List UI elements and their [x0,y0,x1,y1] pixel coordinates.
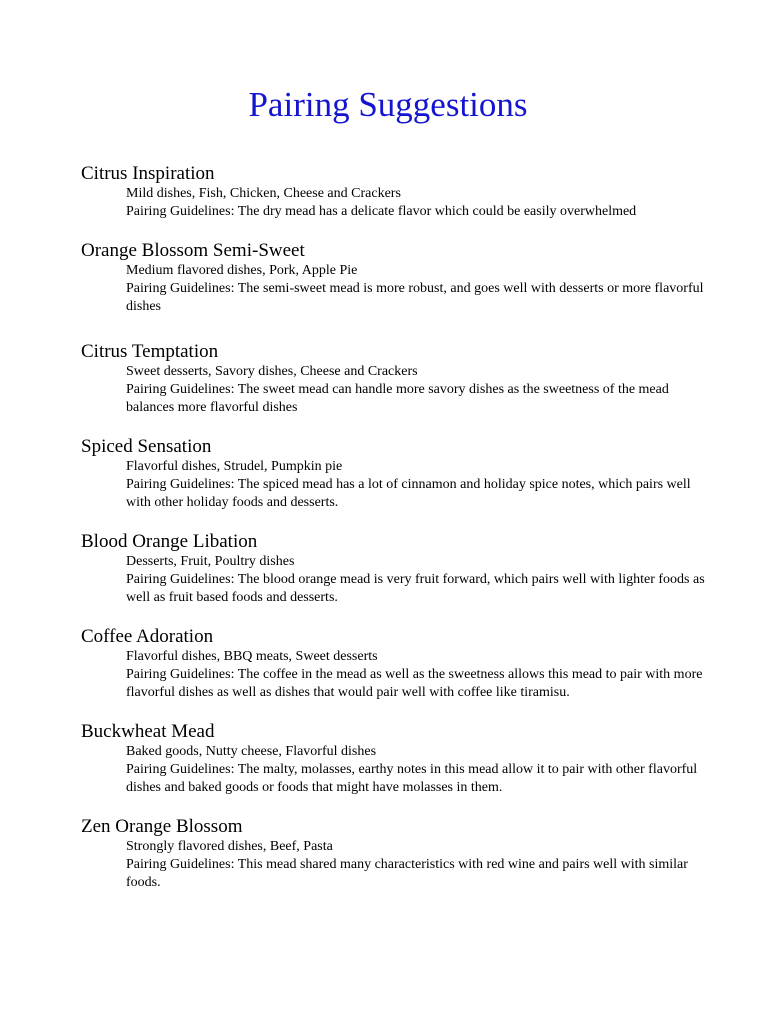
entry-title: Buckwheat Mead [81,721,215,742]
pairing-entry-citrus-inspiration [81,163,721,221]
entry-title: Zen Orange Blossom [81,816,243,837]
entry-body [126,185,716,221]
entry-title: Orange Blossom Semi-Sweet [81,240,305,261]
entry-title: Spiced Sensation [81,436,212,457]
entry-title: Blood Orange Libation [81,531,258,552]
entry-foods: Sweet desserts, Savory dishes, Cheese and Crackers [126,364,418,379]
entry-foods: Strongly flavored dishes, Beef, Pasta [126,839,333,854]
entry-guidelines: Pairing Guidelines: The semi-sweet mead is more robust, and goes well with desserts or more flavorful dishes [126,281,704,314]
entry-body [126,648,716,702]
entry-title: Coffee Adoration [81,626,214,647]
pairing-entry-zen-orange-blossom [81,816,721,892]
entry-foods: Flavorful dishes, BBQ meats, Sweet desserts [126,649,378,664]
entry-guidelines: Pairing Guidelines: The spiced mead has a lot of cinnamon and holiday spice notes, which pairs well with other holiday foods and desserts. [126,477,691,510]
pairing-entry-citrus-temptation [81,341,721,417]
page-title: Pairing Suggestions [248,85,528,124]
pairing-entry-coffee-adoration [81,626,721,702]
pairing-entry-blood-orange-libation [81,531,721,607]
entry-body [126,838,716,892]
entry-title: Citrus Temptation [81,341,219,362]
entry-guidelines: Pairing Guidelines: The dry mead has a delicate flavor which could be easily overwhelmed [126,204,637,219]
entry-body [126,262,716,316]
pairing-entry-spiced-sensation [81,436,721,512]
entry-body [126,458,716,512]
entry-foods: Mild dishes, Fish, Chicken, Cheese and Crackers [126,186,401,201]
entry-foods: Flavorful dishes, Strudel, Pumpkin pie [126,459,343,474]
entry-title: Citrus Inspiration [81,163,215,184]
pairing-entry-orange-blossom-semi-sweet [81,240,721,316]
entry-body [126,363,716,417]
entry-guidelines: Pairing Guidelines: This mead shared many characteristics with red wine and pairs well with similar foods. [126,857,688,890]
pairing-entry-buckwheat-mead [81,721,721,797]
entry-guidelines: Pairing Guidelines: The malty, molasses, earthy notes in this mead allow it to pair with other flavorful dishes and baked goods or foods that might have molasses in them. [126,762,698,795]
entry-body [126,743,716,797]
entry-foods: Medium flavored dishes, Pork, Apple Pie [126,263,358,278]
entry-body [126,553,716,607]
entry-guidelines: Pairing Guidelines: The blood orange mead is very fruit forward, which pairs well with lighter foods as well as fruit based foods and desserts. [126,572,705,605]
entry-foods: Baked goods, Nutty cheese, Flavorful dishes [126,744,377,759]
entry-guidelines: Pairing Guidelines: The sweet mead can handle more savory dishes as the sweetness of the mead balances more flavorful dishes [126,382,669,415]
entry-guidelines: Pairing Guidelines: The coffee in the mead as well as the sweetness allows this mead to pair with more flavorful dishes as well as dishes that would pair well with coffee like tiramisu. [126,667,703,700]
entry-foods: Desserts, Fruit, Poultry dishes [126,554,295,569]
